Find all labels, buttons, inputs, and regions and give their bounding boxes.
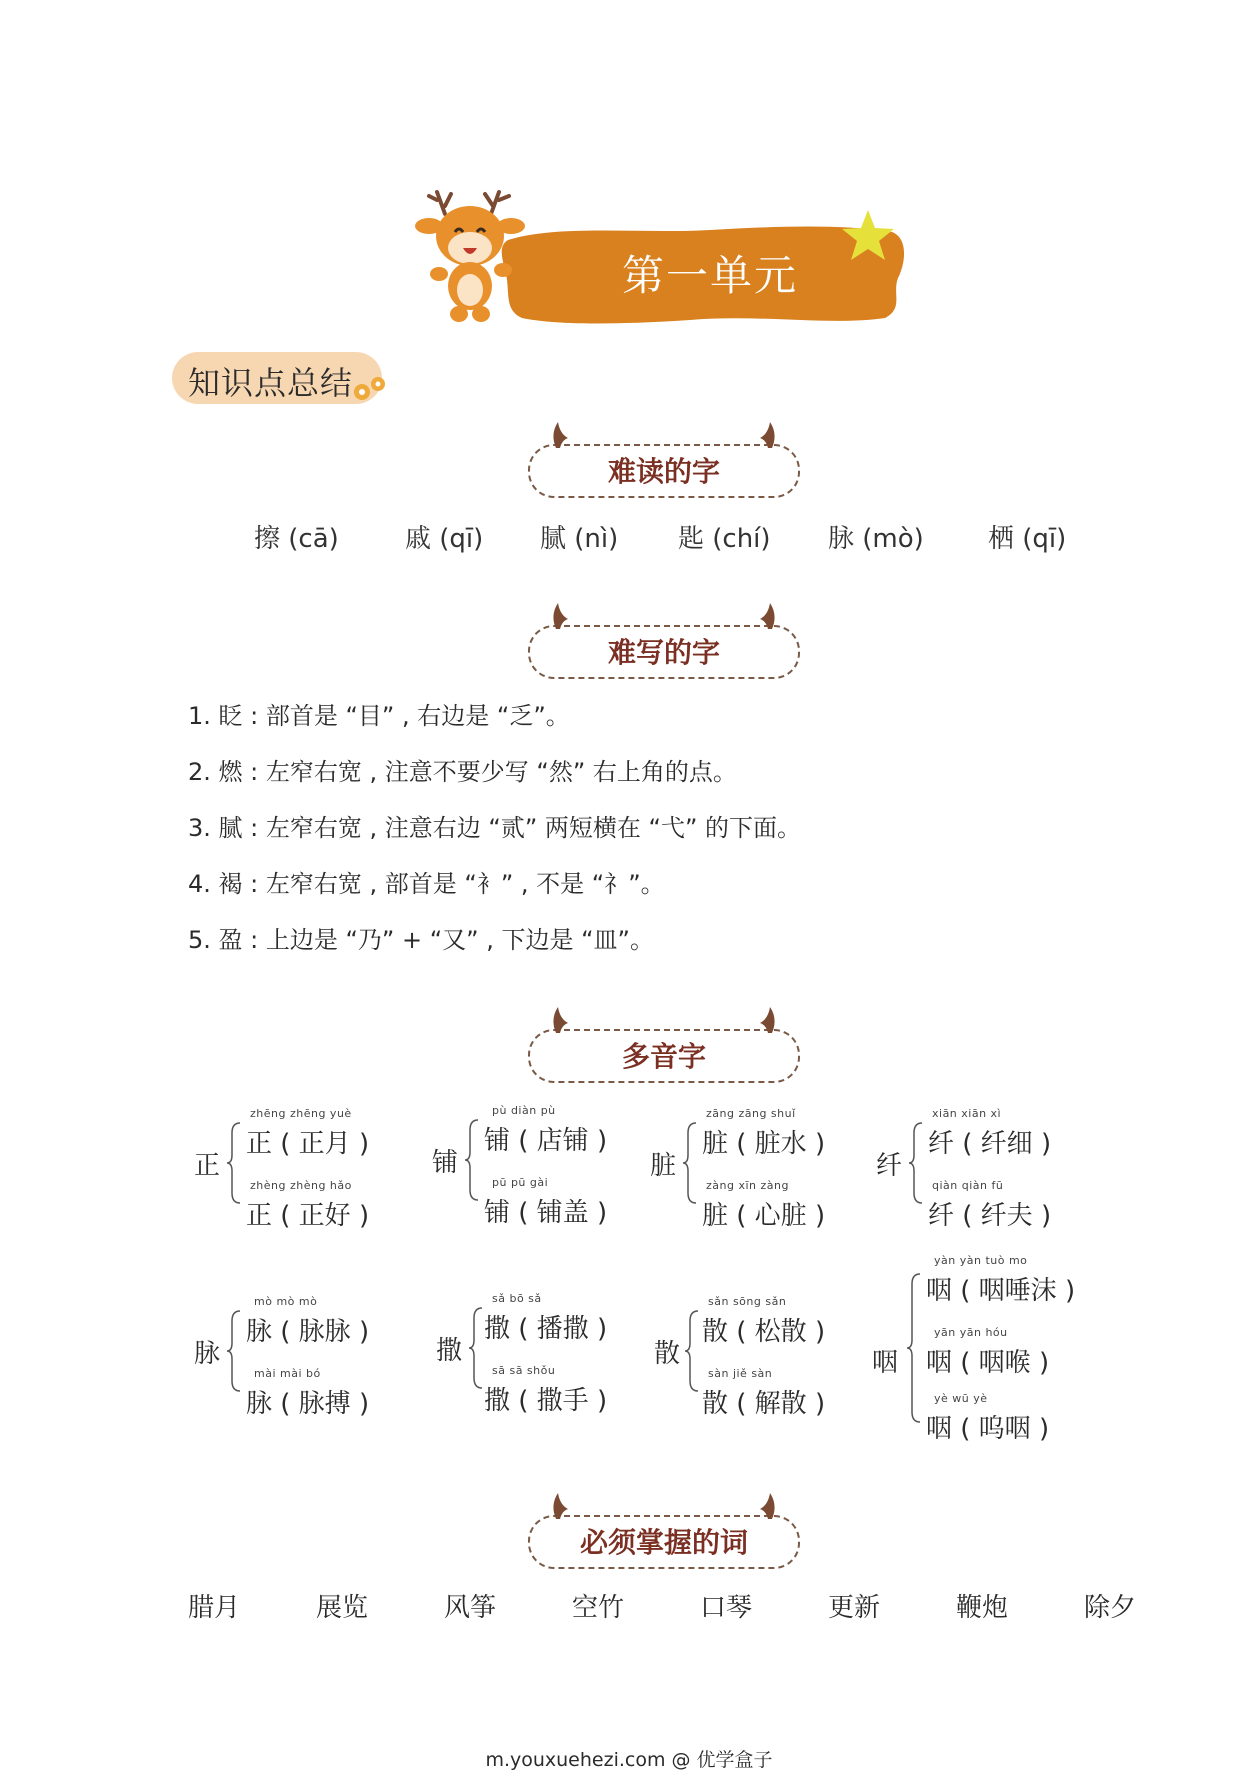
must-word: 除夕 xyxy=(1084,1593,1137,1623)
polyphone-entry: 散 ( 解散 ) xyxy=(702,1389,826,1419)
write-item: 4. 褐 : 左窄右宽 , 部首是 “衤” , 不是 “礻”。 xyxy=(188,870,665,898)
polyphone-entry: 铺 ( 店铺 ) xyxy=(484,1126,608,1156)
horn-icon xyxy=(750,1005,780,1035)
brace-icon xyxy=(464,1118,480,1202)
pinyin-line: yè wū yè xyxy=(934,1392,988,1405)
pinyin-line: yàn yàn tuò mo xyxy=(934,1254,1028,1267)
write-item: 2. 燃 : 左窄右宽 , 注意不要少写 “然” 右上角的点。 xyxy=(188,758,737,786)
horn-icon xyxy=(750,601,780,631)
pinyin-line: sǎn sōng sǎn xyxy=(708,1295,787,1308)
polyphone-char: 撒 xyxy=(436,1336,463,1366)
section-title: 必须掌握的词 xyxy=(579,1526,748,1559)
write-item: 5. 盈 : 上边是 “乃” + “又” , 下边是 “皿”。 xyxy=(188,926,654,954)
section-hard-to-write xyxy=(528,625,800,681)
must-word: 口琴 xyxy=(700,1593,753,1623)
pinyin-line: mài mài bó xyxy=(254,1367,321,1380)
read-char: 戚 (qī) xyxy=(405,524,484,554)
horn-icon xyxy=(548,1491,578,1521)
pinyin-line: xiān xiān xì xyxy=(932,1107,1002,1120)
pinyin-line: mò mò mò xyxy=(254,1295,318,1308)
polyphone-group xyxy=(432,1092,632,1232)
brace-icon xyxy=(682,1121,698,1205)
must-word: 风筝 xyxy=(444,1593,497,1623)
polyphone-char: 脉 xyxy=(194,1339,221,1369)
polyphone-entry: 纤 ( 纤细 ) xyxy=(928,1129,1052,1159)
polyphone-entry: 正 ( 正月 ) xyxy=(246,1129,370,1159)
flower-icon xyxy=(348,372,392,408)
brace-icon xyxy=(908,1121,924,1205)
polyphone-entry: 撒 ( 播撒 ) xyxy=(484,1314,608,1344)
footer-source: m.youxuehezi.com @ 优学盒子 xyxy=(485,1749,773,1771)
summary-label: 知识点总结 xyxy=(188,364,354,402)
section-polyphones xyxy=(528,1029,800,1085)
polyphone-entry: 正 ( 正好 ) xyxy=(246,1201,370,1231)
must-word: 更新 xyxy=(828,1593,881,1623)
must-word: 空竹 xyxy=(572,1593,625,1623)
polyphone-group xyxy=(436,1280,636,1420)
polyphone-entry: 咽 ( 咽唾沫 ) xyxy=(926,1276,1076,1306)
polyphone-group xyxy=(190,1095,390,1235)
brace-icon xyxy=(468,1306,484,1390)
read-char: 栖 (qī) xyxy=(988,524,1067,554)
read-char: 擦 (cā) xyxy=(254,524,339,554)
section-title: 多音字 xyxy=(621,1040,706,1073)
polyphone-entry: 脉 ( 脉搏 ) xyxy=(246,1389,370,1419)
polyphone-char: 咽 xyxy=(872,1348,899,1378)
polyphone-entry: 散 ( 松散 ) xyxy=(702,1317,826,1347)
must-word: 鞭炮 xyxy=(956,1593,1009,1623)
polyphone-group xyxy=(190,1283,390,1423)
pinyin-line: zāng zāng shuǐ xyxy=(706,1107,796,1120)
pinyin-line: pù diàn pù xyxy=(492,1104,556,1117)
pinyin-line: qiàn qiàn fū xyxy=(932,1179,1004,1192)
pinyin-line: zàng xīn zàng xyxy=(706,1179,789,1192)
brace-icon xyxy=(906,1272,922,1424)
pinyin-line: pū pū gài xyxy=(492,1176,549,1189)
write-item: 3. 腻 : 左窄右宽 , 注意右边 “贰” 两短横在 “弋” 的下面。 xyxy=(188,814,802,842)
section-must-words xyxy=(528,1515,800,1571)
polyphone-group xyxy=(654,1283,854,1423)
polyphone-entry: 纤 ( 纤夫 ) xyxy=(928,1201,1052,1231)
polyphone-entry: 咽 ( 咽喉 ) xyxy=(926,1348,1050,1378)
polyphone-entry: 撒 ( 撒手 ) xyxy=(484,1386,608,1416)
read-char: 匙 (chí) xyxy=(678,524,771,554)
polyphone-group xyxy=(650,1095,850,1235)
polyphone-char: 散 xyxy=(654,1339,681,1369)
polyphone-char: 脏 xyxy=(650,1151,677,1181)
horn-icon xyxy=(750,420,780,450)
horn-icon xyxy=(548,601,578,631)
horn-icon xyxy=(750,1491,780,1521)
read-char: 腻 (nì) xyxy=(540,524,619,554)
brace-icon xyxy=(684,1309,700,1393)
section-title: 难写的字 xyxy=(607,636,720,669)
polyphone-entry: 脉 ( 脉脉 ) xyxy=(246,1317,370,1347)
polyphone-group xyxy=(870,1242,1110,1442)
must-word: 展览 xyxy=(316,1593,369,1623)
pinyin-line: zhèng zhèng hǎo xyxy=(250,1179,352,1192)
polyphone-entry: 咽 ( 呜咽 ) xyxy=(926,1414,1050,1444)
polyphone-entry: 铺 ( 铺盖 ) xyxy=(484,1198,608,1228)
write-item: 1. 眨 : 部首是 “目” , 右边是 “乏”。 xyxy=(188,702,570,730)
pinyin-line: sā sā shǒu xyxy=(492,1364,556,1377)
pinyin-line: zhēng zhēng yuè xyxy=(250,1107,352,1120)
deer-mascot-icon xyxy=(415,186,525,326)
section-title: 难读的字 xyxy=(607,455,720,488)
pinyin-line: sǎ bō sǎ xyxy=(492,1292,542,1305)
pinyin-line: yān yān hóu xyxy=(934,1326,1008,1339)
brace-icon xyxy=(226,1121,242,1205)
horn-icon xyxy=(548,420,578,450)
polyphone-group xyxy=(876,1095,1096,1235)
read-char: 脉 (mò) xyxy=(828,524,924,554)
pinyin-line: sàn jiě sàn xyxy=(708,1367,773,1380)
polyphone-entry: 脏 ( 脏水 ) xyxy=(702,1129,826,1159)
polyphone-char: 纤 xyxy=(876,1151,903,1181)
polyphone-entry: 脏 ( 心脏 ) xyxy=(702,1201,826,1231)
horn-icon xyxy=(548,1005,578,1035)
polyphone-char: 铺 xyxy=(432,1148,459,1178)
section-hard-to-read xyxy=(528,444,800,500)
polyphone-char: 正 xyxy=(194,1151,221,1181)
must-word: 腊月 xyxy=(188,1593,241,1623)
unit-title: 第一单元 xyxy=(621,251,798,300)
brace-icon xyxy=(226,1309,242,1393)
